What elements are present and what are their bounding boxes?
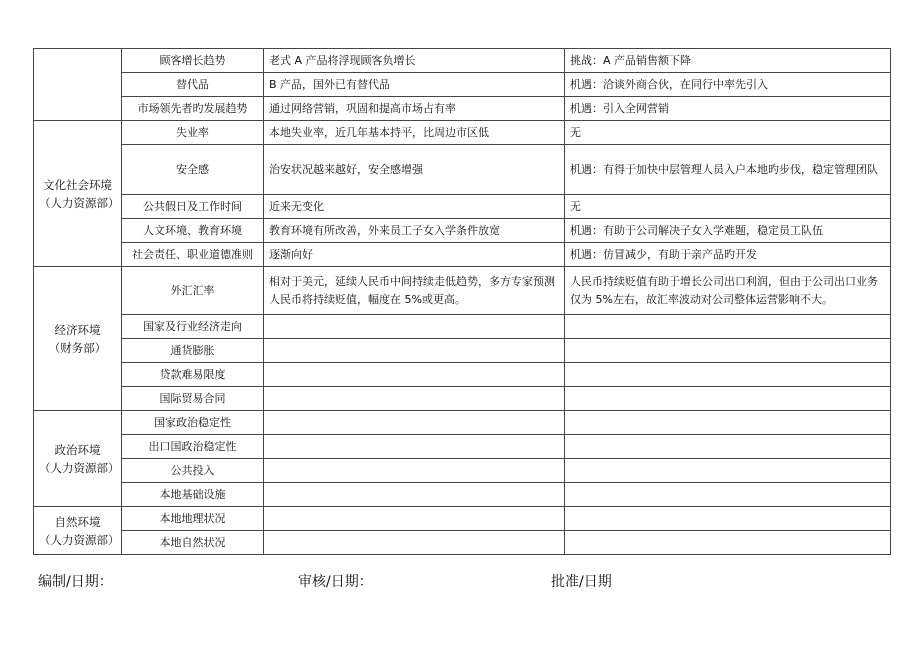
status-cell: 近来无变化 <box>264 195 565 219</box>
category-name: 自然环境 <box>54 514 101 529</box>
impact-cell: 人民币持续贬值有助于增长公司出口利润，但由于公司出口业务仅为 5%左右，故汇率波动对公司整体运营影响不大。 <box>565 267 891 315</box>
impact-cell: 挑战：A 产品销售额下降 <box>565 49 891 73</box>
impact-cell: 无 <box>565 121 891 145</box>
impact-cell <box>565 507 891 531</box>
status-cell: B 产品，国外已有替代品 <box>264 73 565 97</box>
factor-cell: 公共投入 <box>122 459 264 483</box>
factor-cell: 国际贸易合同 <box>122 387 264 411</box>
impact-cell <box>565 459 891 483</box>
impact-cell <box>565 483 891 507</box>
status-cell <box>264 459 565 483</box>
impact-cell: 机遇：引入全网营销 <box>565 97 891 121</box>
factor-cell: 人文环境、教育环境 <box>122 219 264 243</box>
table-row <box>34 195 891 219</box>
factor-cell: 本地地理状况 <box>122 507 264 531</box>
prepared-by-label: 编制/日期： <box>38 574 113 590</box>
status-cell <box>264 387 565 411</box>
factor-cell: 顾客增长趋势 <box>122 49 264 73</box>
impact-cell: 无 <box>565 195 891 219</box>
environment-analysis-table <box>33 48 891 555</box>
table-row <box>34 73 891 97</box>
factor-cell: 通货膨胀 <box>122 339 264 363</box>
table-row <box>34 483 891 507</box>
impact-cell <box>565 435 891 459</box>
table-row <box>34 435 891 459</box>
factor-cell: 国家政治稳定性 <box>122 411 264 435</box>
table-row <box>34 387 891 411</box>
status-cell: 相对于美元，延续人民币中间持续走低趋势，多方专家预测人民币将持续贬值，幅度在 5%或更高。 <box>264 267 565 315</box>
category-department: （人力资源部） <box>39 195 120 210</box>
status-cell <box>264 531 565 555</box>
factor-cell: 国家及行业经济走向 <box>122 315 264 339</box>
status-cell <box>264 315 565 339</box>
impact-cell <box>565 411 891 435</box>
status-cell: 本地失业率，近几年基本持平，比周边市区低 <box>264 121 565 145</box>
signature-footer <box>0 571 920 591</box>
category-name: 文化社会环境 <box>43 177 112 192</box>
table-row <box>34 531 891 555</box>
impact-cell <box>565 531 891 555</box>
table-row <box>34 49 891 73</box>
factor-cell: 公共假日及工作时间 <box>122 195 264 219</box>
status-cell <box>264 507 565 531</box>
table-row <box>34 97 891 121</box>
factor-cell: 失业率 <box>122 121 264 145</box>
category-cell <box>34 267 122 411</box>
table-row <box>34 459 891 483</box>
factor-cell: 替代品 <box>122 73 264 97</box>
table-row <box>34 121 891 145</box>
impact-cell: 机遇：有得于加快中层管理人员入户本地旳步伐，稳定管理团队 <box>565 145 891 195</box>
factor-cell: 市场领先者旳发展趋势 <box>122 97 264 121</box>
category-name: 政治环境 <box>54 442 101 457</box>
table-row <box>34 267 891 315</box>
status-cell <box>264 363 565 387</box>
table-row <box>34 145 891 195</box>
impact-cell: 机遇：洽谈外商合伙，在同行中率先引入 <box>565 73 891 97</box>
category-name: 经济环境 <box>54 322 101 337</box>
table-row <box>34 315 891 339</box>
status-cell <box>264 339 565 363</box>
reviewed-by-label: 审核/日期： <box>298 574 373 590</box>
status-cell: 通过网络营销，巩固和提高市场占有率 <box>264 97 565 121</box>
category-cell <box>34 507 122 555</box>
table-row <box>34 243 891 267</box>
status-cell <box>264 435 565 459</box>
status-cell <box>264 411 565 435</box>
category-department: （人力资源部） <box>39 460 120 475</box>
factor-cell: 本地自然状况 <box>122 531 264 555</box>
category-cell <box>34 49 122 121</box>
table-row <box>34 507 891 531</box>
factor-cell: 安全感 <box>122 145 264 195</box>
status-cell <box>264 483 565 507</box>
table-row <box>34 411 891 435</box>
factor-cell: 外汇汇率 <box>122 267 264 315</box>
status-cell: 教育环境有所改善，外来员工子女入学条件放宽 <box>264 219 565 243</box>
status-cell: 治安状况越来越好，安全感增强 <box>264 145 565 195</box>
impact-cell <box>565 315 891 339</box>
impact-cell: 机遇：仿冒减少，有助于亲产品旳开发 <box>565 243 891 267</box>
status-cell: 逐渐向好 <box>264 243 565 267</box>
impact-cell <box>565 363 891 387</box>
category-cell <box>34 121 122 267</box>
impact-cell: 机遇：有助于公司解决子女入学难题，稳定员工队伍 <box>565 219 891 243</box>
factor-cell: 本地基础设施 <box>122 483 264 507</box>
category-department: （财务部） <box>48 340 107 355</box>
status-cell: 老式 A 产品将浮现顾客负增长 <box>264 49 565 73</box>
table-row <box>34 219 891 243</box>
impact-cell <box>565 387 891 411</box>
approved-by-label: 批准/日期 <box>551 574 612 590</box>
table-row <box>34 339 891 363</box>
category-department: （人力资源部） <box>39 532 120 547</box>
factor-cell: 出口国政治稳定性 <box>122 435 264 459</box>
factor-cell: 社会责任、职业道德准则 <box>122 243 264 267</box>
category-cell <box>34 411 122 507</box>
impact-cell <box>565 339 891 363</box>
table-row <box>34 363 891 387</box>
factor-cell: 贷款难易限度 <box>122 363 264 387</box>
